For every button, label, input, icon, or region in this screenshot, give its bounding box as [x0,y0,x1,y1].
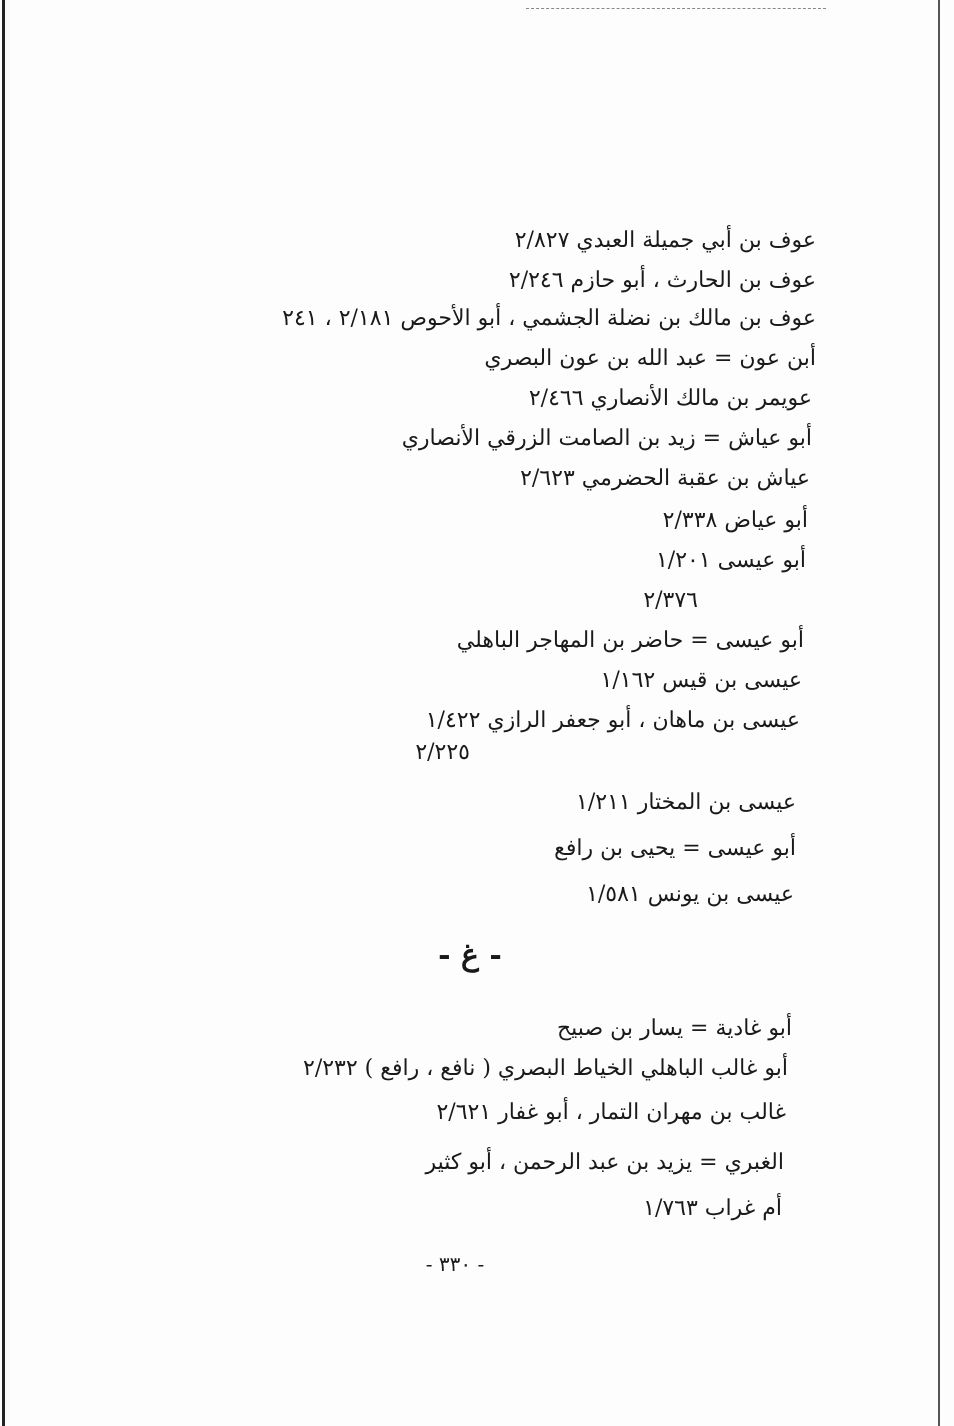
index-entry: الغبري = يزيد بن عبد الرحمن ، أبو كثير [425,1150,784,1175]
index-entry: عويمر بن مالك الأنصاري ٢/٤٦٦ [528,386,812,411]
index-entry: أبو عيسى = حاضر بن المهاجر الباهلي [456,628,804,653]
index-entry: عوف بن مالك بن نضلة الجشمي ، أبو الأحوص ٢/١٨١ ، ٢٤١ [282,306,816,331]
index-entry: أبو عيسى ١/٢٠١ [655,548,806,573]
index-entry: عياش بن عقبة الحضرمي ٢/٦٢٣ [520,466,810,491]
page-right-edge [938,0,940,1426]
index-entry: عيسى بن المختار ١/٢١١ [576,790,796,815]
index-entry: عيسى بن ماهان ، أبو جعفر الرازي ١/٤٢٢ [425,708,800,733]
index-entry: غالب بن مهران التمار ، أبو غفار ٢/٦٢١ [436,1100,786,1125]
page-left-edge [2,0,5,1426]
section-heading-ghayn: - غ - [438,938,502,973]
index-entry: عيسى بن قيس ١/١٦٢ [600,668,802,693]
index-entry-continuation: ٢/٢٢٥ [415,740,470,765]
index-entry: أبو عيسى = يحيى بن رافع [554,836,796,861]
index-entry: أبو عياش = زيد بن الصامت الزرقي الأنصاري [401,426,812,451]
index-entry: أبو عياض ٢/٣٣٨ [662,508,808,533]
top-dashed-rule [526,8,826,9]
page-number: - ٣٣٠ - [425,1252,485,1276]
index-entry: عوف بن أبي جميلة العبدي ٢/٨٢٧ [514,228,816,253]
index-entry: أم غراب ١/٧٦٣ [643,1196,782,1221]
index-entry: عوف بن الحارث ، أبو حازم ٢/٢٤٦ [508,268,816,293]
index-entry: أبو غادية = يسار بن صبيح [556,1016,792,1041]
index-entry: أبو غالب الباهلي الخياط البصري ( نافع ، رافع ) ٢/٢٣٢ [303,1056,788,1081]
index-entry-continuation: ٢/٣٧٦ [643,588,698,613]
index-entry: عيسى بن يونس ١/٥٨١ [586,882,794,907]
index-entry: أبن عون = عبد الله بن عون البصري [484,346,816,371]
